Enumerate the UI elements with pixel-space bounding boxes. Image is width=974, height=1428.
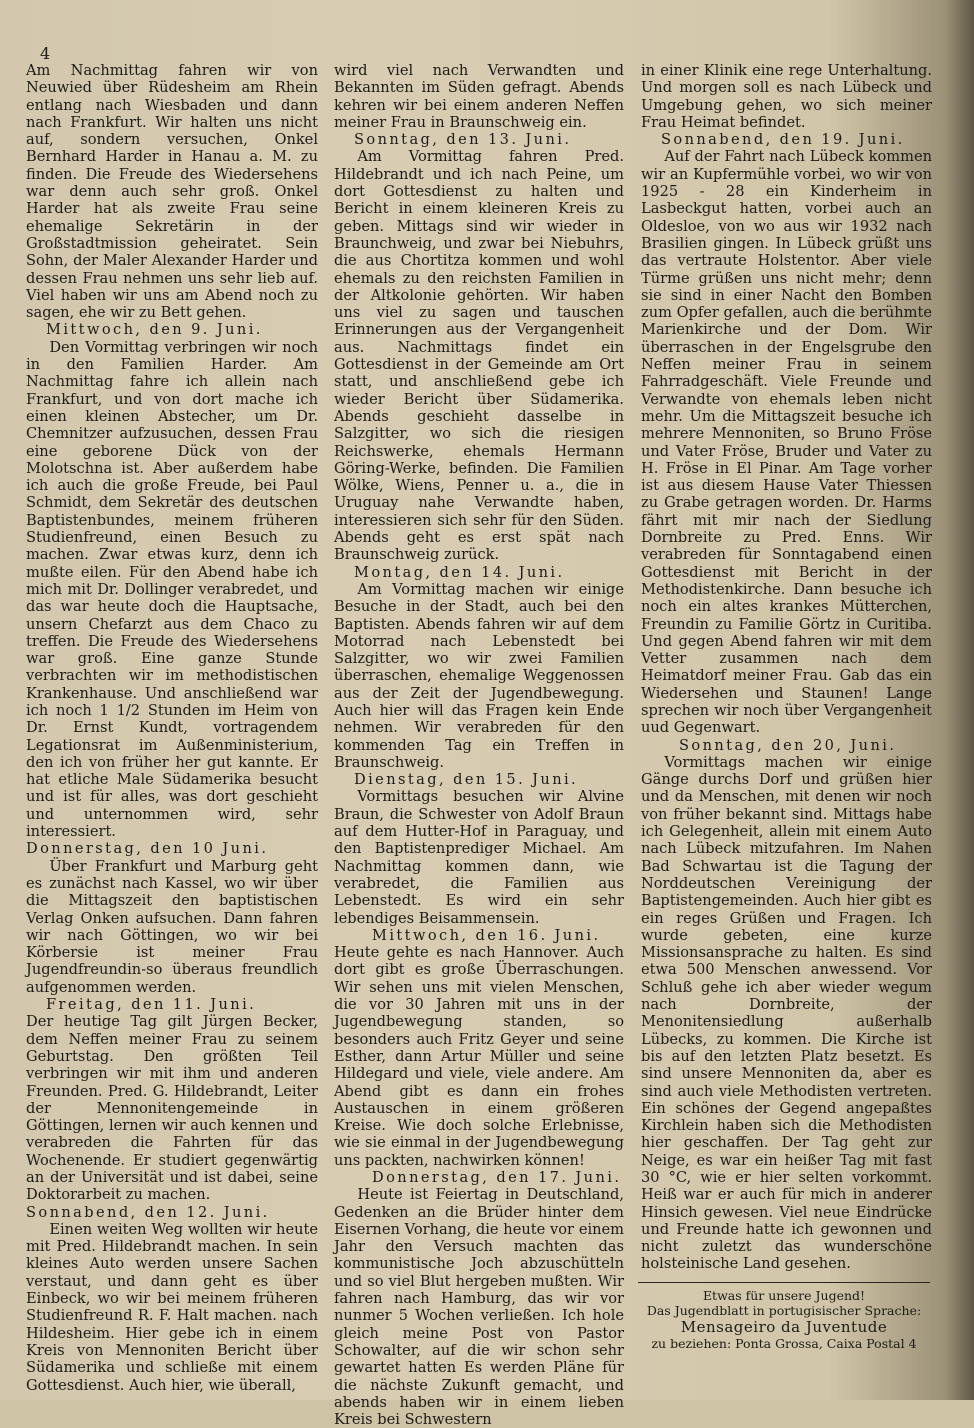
paragraph: Vormittags machen wir einige Gänge durchs Dorf und grüßen hier und da Menschen, mit denen wir noch von früher bekannt sind. Mittags habe ich Gelegenheit, allein mit einem Auto nach Lübeck mitzufahren. Im Nahen Bad Schwartau ist die Tagung der Norddeutschen Vereinigung der Baptistengemeinden. Auch hier gibt es ein reges Grüßen und Fragen. Ich wurde gebeten, eine kurze Missionsansprache zu halten. Es sind etwa 500 Menschen anwessend. Vor Schluß gehe ich aber wieder wegum nach Dornbreite, der Menonitensiedlung außerhalb Lübecks, zu kommen. Die Kirche ist bis auf den letzten Platz besetzt. Es sind unsere Mennoniten da, aber es sind auch viele Methodisten vertreten. Ein schönes der Gegend angepaßtes Kirchlein haben sich die Methodisten hier geschaffen. Der Tag geht zur Neige, es war ein heißer Tag mit fast 30 °C, wie er hier selten vorkommt. Heiß war er auch für mich in anderer Hinsich gewesen. Viel neue Eindrücke und Freunde hatte ich gewonnen und nicht zuletzt das wunderschöne holsteinische Land gesehen.	[641, 753, 932, 1273]
paragraph: Den Vormittag verbringen wir noch in den Familien Harder. Am Nachmittag fahre ich allein nach Frankfurt, und von dort mache ich einen kleinen Abstecher, um Dr. Chemnitzer aufzusuchen, dessen Frau eine geborene Dück von der Molotschna ist. Aber außerdem habe ich auch die große Freude, bei Paul Schmidt, dem Sekretär des deutschen Baptistenbundes, meinem früheren Studienfreund, einen Besuch zu machen. Zwar etwas kurz, denn ich mußte eilen. Für den Abend habe ich mich mit Dr. Dollinger verabredet, und das war heute doch die Hauptsache, unsern Chefarzt aus dem Chaco zu treffen. Die Freude des Wiedersehens war groß. Eine ganze Stunde verbrachten wir im methodistischen Krankenhause. Und anschließend war ich noch 1 1/2 Stunden im Heim von Dr. Ernst Kundt, vortragendem Legationsrat im Außenministerium, den ich von früher her gut kannte. Er hat etliche Male Südamerika besucht und ist für alles, was dort geschieht und unternommen wird, sehr interessiert.	[26, 338, 318, 841]
paragraph: Auf der Fahrt nach Lübeck kommen wir an Kupfermühle vorbei, wo wir von 1925 - 28 ein Kinderheim in Lasbeckgut hatten, vorbei auch an Oldesloe, von wo aus wir 1932 nach Brasilien gingen. In Lübeck grüßt uns das vertraute Holstentor. Aber viele Türme grüßen uns nicht mehr; denn sie sind in einer Nacht den Bomben zum Opfer gefallen, auch die berühmte Marienkirche und der Dom. Wir überraschen in der Engelsgrube den Neffen meiner Frau in seinem Fahrradgeschäft. Viele Freunde und Verwandte von ehemals leben nicht mehr. Um die Mittagszeit besuche ich mehrere Mennoniten, so Bruno Fröse und Vater Fröse, Bruder und Vater zu H. Fröse in El Pinar. Am Tage vorher ist aus diesem Hause Vater Thiessen zu Grabe getragen worden. Dr. Harms fährt mit mir nach der Siedlung Dornbreite zu Pred. Enns. Wir verabreden für Sonntagabend einen Gottesdienst mit Bericht in der Methodistenkirche. Dann besuche ich noch ein altes krankes Mütterchen, Freundin zu Familie Görtz in Curitiba. Und gegen Abend fahren wir mit dem Vetter zusammen nach dem Heimatdorf meiner Frau. Gab das ein Wiedersehen und Staunen! Lange sprechen wir noch über Vergangenheit uud Gegenwart.	[641, 148, 932, 737]
date-heading: Mittwoch, den 16. Juni.	[372, 926, 601, 944]
paragraph: wird viel nach Verwandten und Bekannten im Süden gefragt. Abends kehren wir bei einem anderen Neffen meiner Frau in Braunschweig ein.	[334, 62, 624, 131]
date-heading: Sonntag, den 20, Juni.	[679, 736, 897, 754]
column-2	[334, 62, 624, 1428]
paragraph: Über Frankfurt und Marburg geht es zunächst nach Kassel, wo wir über die Mittagszeit den baptistischen Verlag Onken aufsuchen. Dann fahren wir nach Göttingen, wo wir bei Körbersie ist meiner Frau Jugendfreundin-so überaus freundlich aufgenommen werden.	[26, 857, 318, 996]
paragraph: Heute ist Feiertag in Deutschland, Gedenken an die Brüder hinter dem Eisernen Vorhang, die heute vor einem Jahr den Versuch machten das kommunistische Joch abzuschütteln und so viel Blut hergeben mußten. Wir fahren nach Hamburg, das wir vor nunmer 5 Wochen verließen. Ich hole gleich meine Post von Pastor Schowalter, auf die wir schon sehr gewartet hatten Es werden Pläne für die nächste Zukunft gemacht, und abends haben wir in einem lieben Kreis bei Schwestern	[334, 1186, 624, 1428]
date-heading: Donnerstag, den 17. Juni.	[372, 1169, 622, 1186]
paragraph: in einer Klinik eine rege Unterhaltung. Und morgen soll es nach Lübeck und Umgebung gehen, wo sich meiner Frau Heimat befindet.	[641, 62, 932, 131]
date-heading: Dienstag, den 15. Juni.	[354, 771, 579, 789]
paragraph: Einen weiten Weg wollten wir heute mit Pred. Hildebrandt machen. In sein kleines Auto werden unsere Sachen verstaut, und dann geht es über Einbeck, wo wir bei meinem früheren Studienfreund R. F. Halt machen. nach Hildesheim. Hier gebe ich in einem Kreis von Mennoniten Bericht über Südamerika und schließe mit einem Gottesdienst. Auch hier, wie überall,	[26, 1220, 318, 1394]
date-heading: Mittwoch, den 9. Juni.	[46, 321, 263, 339]
date-heading: Sonnabend, den 19. Juni.	[661, 131, 905, 149]
paragraph: Der heutige Tag gilt Jürgen Becker, dem Neffen meiner Frau zu seinem Geburtstag. Den größten Teil verbringen wir mit ihm und anderen Freunden. Pred. G. Hildebrandt, Leiter der Mennonitengemeinde in Göttingen, lernen wir auch kennen und verabreden die Fahrten für das Wochenende. Er studiert gegenwärtig an der Universität und ist dabei, seine Doktorarbeit zu machen.	[26, 1013, 318, 1204]
column-3	[641, 62, 932, 1273]
notice-title: Mensageiro da Juventude	[680, 1318, 888, 1336]
date-heading: Donnerstag, den 10 Juni.	[26, 840, 269, 858]
notice-line: Das Jugendblatt in portugisischer Sprache:	[646, 1303, 922, 1318]
page-number: 4	[40, 44, 51, 63]
date-heading: Freitag, den 11. Juni.	[46, 996, 257, 1014]
notice-line: Etwas für unsere Jugend!	[702, 1288, 866, 1303]
paragraph: Vormittags besuchen wir Alvine Braun, die Schwester von Adolf Braun auf dem Hutter-Hof in Paraguay, und den Baptistenprediger Michael. Am Nachmittag kommen dann, wie verabredet, die Familien aus Lebenstedt. Es wird ein sehr lebendiges Beisammensein.	[334, 788, 624, 927]
paragraph: Heute gehte es nach Hannover. Auch dort gibt es große Überraschungen. Wir sehen uns mit vielen Menschen, die vor 30 Jahren mit uns in der Jugendbewegung standen, so besonders auch Fritz Geyer und seine Esther, dann Artur Müller und seine Hildegard und viele, viele andere. Am Abend gibt es dann ein frohes Austauschen in einem größeren Kreise. Wie doch solche Erlebnisse, wie sie einmal in der Jugendbewegung uns packten, nachwirken können!	[334, 944, 624, 1169]
date-heading: Sonnabend, den 12. Juni.	[26, 1203, 270, 1221]
notice-line: zu beziehen: Ponta Grossa, Caixa Postal 4	[651, 1336, 917, 1351]
paragraph: Am Nachmittag fahren wir von Neuwied über Rüdesheim am Rhein entlang nach Wiesbaden und dann nach Frankfurt. Wir halten uns nicht auf, sondern versuchen, Onkel Bernhard Harder in Hanau a. M. zu finden. Die Freude des Wiedersehens war denn auch sehr groß. Onkel Harder hat als zweite Frau seine ehemalige Sekretärin in der Großstadtmission geheiratet. Sein Sohn, der Maler Alexander Harder und dessen Frau nehmen uns sehr lieb auf. Viel haben wir uns am Abend noch zu sagen, ehe wir zu Bett gehen.	[26, 62, 318, 322]
youth-magazine-notice	[638, 1282, 930, 1351]
paragraph: Am Vormittag machen wir einige Besuche in der Stadt, auch bei den Baptisten. Abends fahren wir auf dem Motorrad nach Lebenstedt bei Salzgitter, wo wir zwei Familien überraschen, ehemalige Weggenossen aus der Zeit der Jugendbewegung. Auch hier will das Fragen kein Ende nehmen. Wir verabreden für den kommenden Tag ein Treffen in Braunschweig.	[334, 580, 624, 771]
date-heading: Montag, den 14. Juni.	[354, 563, 565, 581]
column-1	[26, 62, 318, 1394]
paragraph: Am Vormittag fahren Pred. Hildebrandt und ich nach Peine, um dort Gottesdienst zu halten und Bericht in einem kleineren Kreis zu geben. Mittags sind wir wieder in Braunchweig, und zwar bei Niebuhrs, die aus Chortitza kommen und wohl ehemals zu den reichsten Familien in der Altkolonie gehörten. Wir haben uns viel zu sagen und tauschen Erinnerungen aus der Vergangenheit aus. Nachmittags findet ein Gottesdienst in der Gemeinde am Ort statt, und anschließend gebe ich wieder Bericht über Südamerika. Abends geschieht dasselbe in Salzgitter, wo sich die riesigen Reichswerke, ehemals Hermann Göring-Werke, befinden. Die Familien Wölke, Wiens, Penner u. a., die in Uruguay nahe Verwandte haben, interessieren sich sehr für den Süden. Abends geht es erst spät nach Braunschweig zurück.	[334, 148, 624, 564]
date-heading: Sonntag, den 13. Juni.	[354, 131, 572, 149]
